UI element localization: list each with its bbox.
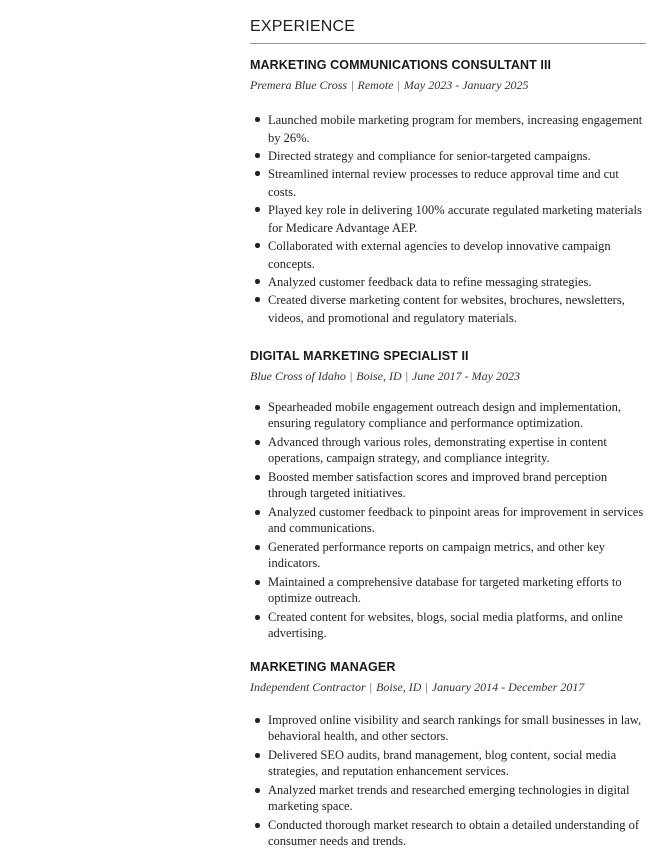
job-meta [250, 369, 646, 384]
bullet-item: Boosted member satisfaction scores and improved brand perception through targeted initiatives. [250, 469, 646, 501]
bullet-item: Maintained a comprehensive database for targeted marketing efforts to optimize outreach. [250, 574, 646, 606]
job-entry [250, 349, 646, 644]
meta-separator: | [369, 680, 373, 694]
job-title: MARKETING MANAGER [250, 660, 396, 674]
job-location: Boise, ID [356, 369, 402, 383]
bullet-item: Advanced through various roles, demonstrating expertise in content operations, campaign strategy, and compliance integrity. [250, 434, 646, 466]
job-meta [250, 680, 646, 695]
job-dates: May 2023 - January 2025 [403, 78, 529, 92]
bullet-item: Analyzed market trends and researched emerging technologies in digital marketing space. [250, 782, 646, 814]
bullet-item: Delivered SEO audits, brand management, blog content, social media strategies, and reputation enhancement services. [250, 747, 646, 779]
job-location: Remote [357, 78, 394, 92]
job-dates: January 2014 - December 2017 [431, 680, 585, 694]
bullet-item: Directed strategy and compliance for senior-targeted campaigns. [250, 147, 646, 165]
job-entry [250, 58, 646, 327]
bullet-item: Conducted thorough market research to obtain a detailed understanding of consumer needs and trends. [250, 817, 646, 849]
bullet-item: Created diverse marketing content for websites, brochures, newsletters, videos, and promotional and regulatory materials. [250, 291, 646, 327]
company-name: Blue Cross of Idaho [250, 369, 346, 383]
bullet-item: Analyzed customer feedback data to refine messaging strategies. [250, 273, 646, 291]
bullet-item: Collaborated with external agencies to develop innovative campaign concepts. [250, 237, 646, 273]
job-location: Boise, ID [376, 680, 422, 694]
job-title: DIGITAL MARKETING SPECIALIST II [250, 349, 469, 363]
bullet-item: Launched mobile marketing program for members, increasing engagement by 26%. [250, 111, 646, 147]
section-divider [250, 43, 646, 44]
bullet-list [250, 399, 646, 641]
meta-separator: | [397, 78, 400, 92]
company-name: Independent Contractor [250, 680, 366, 694]
meta-separator: | [349, 369, 353, 383]
job-title: MARKETING COMMUNICATIONS CONSULTANT III [250, 58, 552, 72]
bullet-item: Improved online visibility and search rankings for small businesses in law, behavioral health, and other sectors. [250, 712, 646, 744]
bullet-item: Played key role in delivering 100% accurate regulated marketing materials for Medicare Advantage AEP. [250, 201, 646, 237]
bullet-list [250, 111, 646, 327]
section-title: EXPERIENCE [250, 18, 356, 35]
meta-separator: | [405, 369, 409, 383]
bullet-item: Generated performance reports on campaign metrics, and other key indicators. [250, 539, 646, 571]
meta-separator: | [425, 680, 428, 694]
bullet-item: Created content for websites, blogs, social media platforms, and online advertising. [250, 609, 646, 641]
bullet-list [250, 712, 646, 849]
job-entry [250, 660, 646, 852]
bullet-item: Analyzed customer feedback to pinpoint areas for improvement in services and communications. [250, 504, 646, 536]
bullet-item: Streamlined internal review processes to reduce approval time and cut costs. [250, 165, 646, 201]
bullet-item: Spearheaded mobile engagement outreach design and implementation, ensuring regulatory compliance and performance optimization. [250, 399, 646, 431]
job-dates: June 2017 - May 2023 [412, 369, 521, 383]
company-name: Premera Blue Cross [250, 78, 348, 92]
meta-separator: | [351, 78, 354, 92]
job-meta [250, 78, 646, 93]
